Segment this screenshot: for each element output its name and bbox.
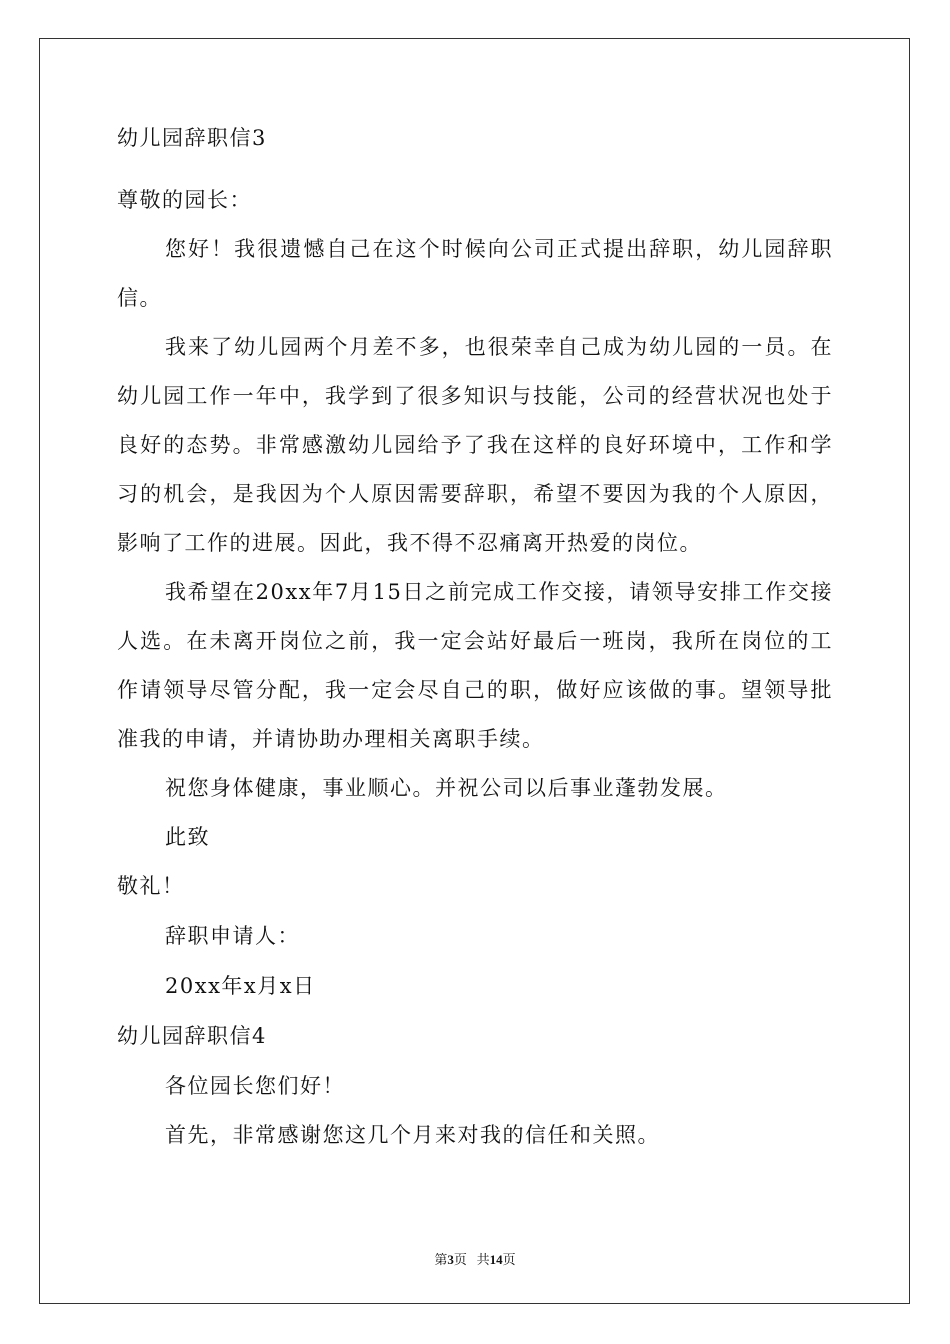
footer-total-suffix: 页: [502, 1252, 516, 1267]
footer-prefix: 第: [434, 1252, 448, 1267]
letter3-signature: 辞职申请人：: [165, 924, 300, 948]
document-body: [117, 126, 833, 1160]
letter3-closing-1: 此致: [165, 825, 210, 849]
footer-total-prefix: 共: [476, 1252, 490, 1267]
letter3-title: 幼儿园辞职信3: [117, 126, 267, 150]
footer-page-suffix: 页: [453, 1252, 467, 1267]
letter4-paragraph-1: 首先，非常感谢您这几个月来对我的信任和关照。: [165, 1123, 660, 1147]
letter4-greeting: 各位园长您们好！: [165, 1074, 345, 1098]
letter3-date: 20xx年x月x日: [165, 974, 316, 998]
footer-current-page: 3: [447, 1252, 454, 1267]
letter3-paragraph-1: 您好！我很遗憾自己在这个时候向公司正式提出辞职，幼儿园辞职信。: [117, 237, 833, 310]
footer-total-pages: 14: [489, 1252, 503, 1267]
letter3-closing-2: 敬礼！: [117, 874, 185, 898]
letter3-salutation: 尊敬的园长：: [117, 188, 252, 212]
page-footer: [0, 1249, 950, 1268]
letter4-title: 幼儿园辞职信4: [117, 1024, 267, 1048]
letter3-paragraph-3: 我希望在20xx年7月15日之前完成工作交接，请领导安排工作交接人选。在未离开岗位之前，我一定会站好最后一班岗，我所在岗位的工作请领导尽管分配，我一定会尽自己的职，做好应该做的事。望领导批准我的申请，并请协助办理相关离职手续。: [117, 580, 833, 751]
letter3-paragraph-4: 祝您身体健康，事业顺心。并祝公司以后事业蓬勃发展。: [165, 776, 728, 800]
letter3-paragraph-2: 我来了幼儿园两个月差不多，也很荣幸自己成为幼儿园的一员。在幼儿园工作一年中，我学到了很多知识与技能，公司的经营状况也处于良好的态势。非常感激幼儿园给予了我在这样的良好环境中，工作和学习的机会，是我因为个人原因需要辞职，希望不要因为我的个人原因，影响了工作的进展。因此，我不得不忍痛离开热爱的岗位。: [117, 335, 833, 555]
